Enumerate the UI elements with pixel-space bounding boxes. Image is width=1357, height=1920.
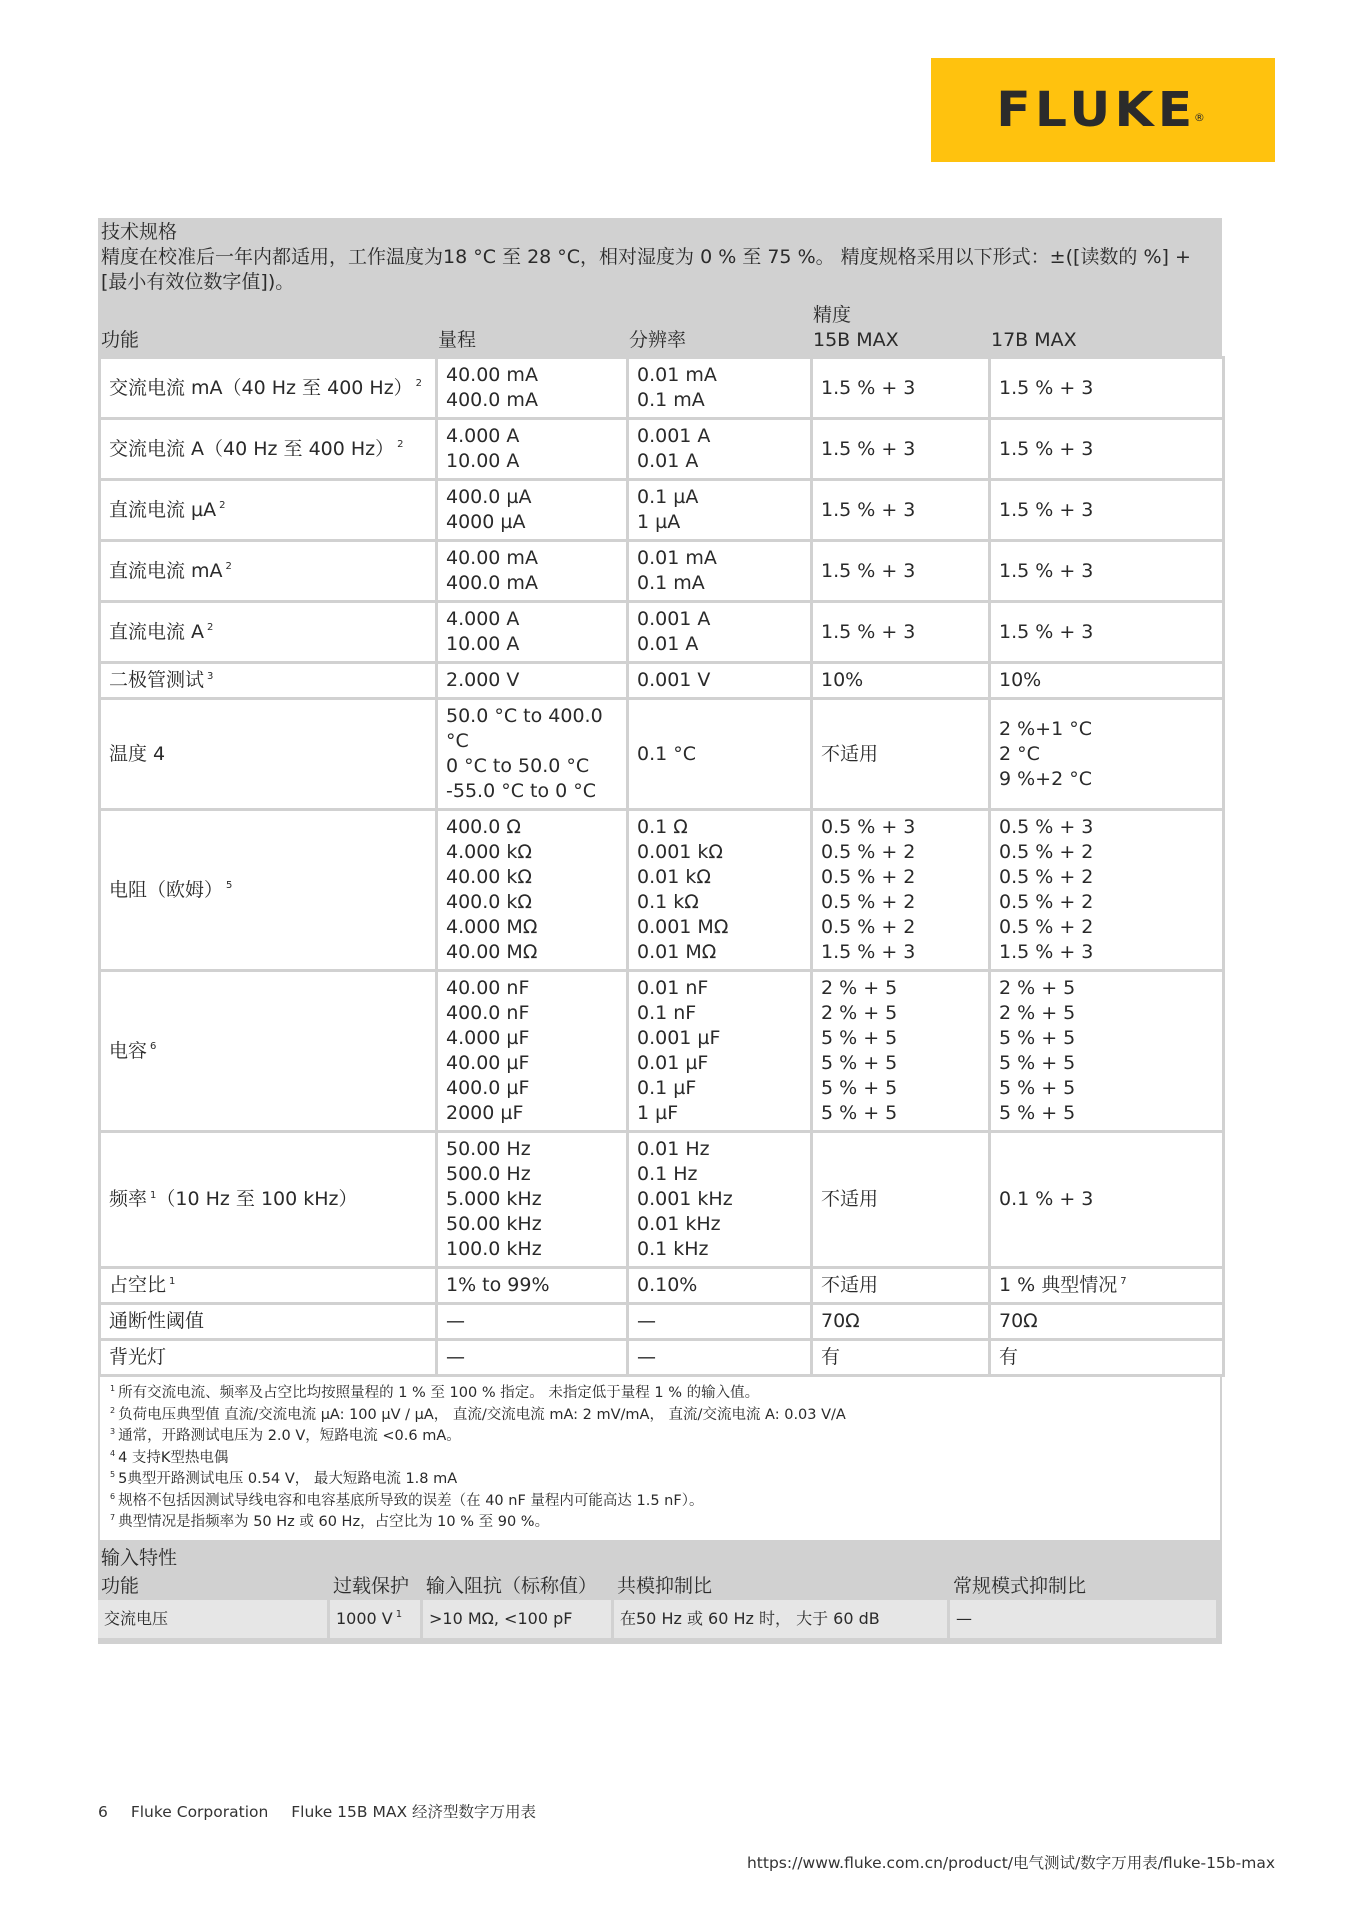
spec-accuracy-17b-cell [990,1340,1224,1376]
col-accuracy [813,303,991,353]
footnote-text: 通常，开路测试电压为 2.0 V，短路电流 <0.6 mA。 [118,1428,461,1444]
spec-accuracy-17b-cell [990,358,1224,419]
spec-accuracy-17b-value: 1.5 % + 3 [999,376,1094,399]
spec-accuracy-17b-value: 0.5 % + 3 0.5 % + 2 0.5 % + 2 0.5 % + 2 0.5 % + 2 1.5 % + 3 [999,816,1094,963]
spec-row [100,1268,1224,1304]
spec-resolution-cell: 0.001 A 0.01 A [628,419,812,480]
footnote-ref: 2 [219,500,226,512]
footnote-ref: 2 [225,561,232,573]
spec-accuracy-17b-cell [990,663,1224,699]
spec-column-headers [101,295,1219,356]
spec-accuracy-15b-cell: 0.5 % + 3 0.5 % + 2 0.5 % + 2 0.5 % + 2 0.5 % + 2 1.5 % + 3 [812,810,990,971]
footnote-number: 3 [110,1427,116,1437]
spec-resolution-cell: 0.10% [628,1268,812,1304]
spec-function-label: 二极管测试 [109,669,205,691]
spec-accuracy-17b-cell [990,480,1224,541]
spec-accuracy-17b-value: 1.5 % + 3 [999,437,1094,460]
spec-resolution-cell: 0.001 V [628,663,812,699]
spec-function-label: 交流电流 mA（40 Hz 至 400 Hz） [109,376,413,399]
spec-row [100,1340,1224,1376]
spec-accuracy-15b-cell: 1.5 % + 3 [812,541,990,602]
input-header-function: 功能 [101,1574,140,1597]
spec-function-cell [100,810,437,971]
col-resolution: 分辨率 [629,329,687,351]
spec-accuracy-17b-value: 1.5 % + 3 [999,498,1094,521]
spec-intro: 精度在校准后一年内都适用，工作温度为18 °C 至 28 °C，相对湿度为 0 % 至 75 %。 精度规格采用以下形式：±([读数的 %] + [最小有效位数字值])。 [101,246,1191,293]
spec-accuracy-15b-cell: 1.5 % + 3 [812,419,990,480]
input-header-overload: 过载保护 [333,1574,410,1597]
spec-accuracy-15b-cell: 不适用 [812,699,990,810]
spec-function-cell [100,358,437,419]
input-header-impedance: 输入阻抗（标称值） [426,1574,598,1597]
footnote-text: 典型情况是指频率为 50 Hz 或 60 Hz，占空比为 10 % 至 90 %。 [118,1514,550,1530]
spec-function-cell [100,1340,437,1376]
spec-row [100,1132,1224,1268]
spec-function-cell [100,699,437,810]
spec-accuracy-15b-cell: 70Ω [812,1304,990,1340]
spec-function-cell [100,602,437,663]
spec-range-cell: — [437,1340,628,1376]
footnote-number: 4 [110,1448,116,1458]
footnote-number: 2 [110,1405,116,1415]
spec-function-cell [100,419,437,480]
spec-row [100,541,1224,602]
input-row-impedance: >10 MΩ, <100 pF [423,1600,611,1638]
spec-accuracy-15b-cell: 有 [812,1340,990,1376]
spec-function-label: 交流电流 A（40 Hz 至 400 Hz） [109,437,395,460]
spec-accuracy-17b-cell [990,971,1224,1132]
spec-accuracy-17b-cell [990,1268,1224,1304]
page-footer [98,1800,554,1822]
footnote-ref: 6 [150,1041,157,1053]
input-row-cmrr: 在50 Hz 或 60 Hz 时， 大于 60 dB [614,1600,947,1638]
spec-resolution-cell: — [628,1340,812,1376]
spec-accuracy-17b-cell [990,699,1224,810]
spec-title: 技术规格 [101,221,178,243]
footnote-ref: 7 [1120,1275,1127,1287]
spec-range-cell: 1% to 99% [437,1268,628,1304]
spec-function-cell [100,663,437,699]
spec-row [100,358,1224,419]
footnote-ref: 1 [169,1275,176,1287]
footnote-text: 规格不包括因测试导线电容和电容基底所导致的误差（在 40 nF 量程内可能高达 1.5 nF）。 [118,1492,704,1509]
input-header-nmrr: 常规模式抑制比 [953,1574,1087,1597]
spec-sheet [98,218,1222,1644]
spec-function-cell [100,1268,437,1304]
spec-accuracy-15b-cell: 1.5 % + 3 [812,602,990,663]
spec-resolution-cell: 0.1 Ω 0.001 kΩ 0.01 kΩ 0.1 kΩ 0.001 MΩ 0.01 MΩ [628,810,812,971]
spec-function-label: 背光灯 [109,1346,167,1368]
spec-function-label: 直流电流 µA [109,498,217,521]
spec-accuracy-17b-value: 1 % 典型情况 [999,1274,1118,1296]
footnote-text: 负荷电压典型值 直流/交流电流 µA: 100 µV / µA， 直流/交流电流 mA: 2 mV/mA， 直流/交流电流 A: 0.03 V/A [118,1406,846,1423]
spec-accuracy-15b-cell: 2 % + 5 2 % + 5 5 % + 5 5 % + 5 5 % + 5 5 % + 5 [812,971,990,1132]
spec-row [100,663,1224,699]
spec-accuracy-17b-cell [990,602,1224,663]
footnotes [98,1377,1222,1542]
page-number: 6 [98,1803,108,1821]
footnote-text: 4 支持K型热电偶 [118,1449,229,1466]
spec-range-cell: 40.00 mA 400.0 mA [437,358,628,419]
spec-row [100,602,1224,663]
spec-function-cell [100,480,437,541]
spec-function-suffix: （10 Hz 至 100 kHz） [156,1188,358,1210]
spec-resolution-cell: — [628,1304,812,1340]
input-row [98,1600,1222,1644]
spec-accuracy-17b-cell [990,419,1224,480]
spec-accuracy-15b-cell: 1.5 % + 3 [812,358,990,419]
spec-resolution-cell: 0.01 nF 0.1 nF 0.001 µF 0.01 µF 0.1 µF 1 µF [628,971,812,1132]
spec-function-cell [100,971,437,1132]
spec-accuracy-15b-cell: 不适用 [812,1132,990,1268]
col-model-a: 15B MAX [813,329,899,351]
spec-range-cell: 50.00 Hz 500.0 Hz 5.000 kHz 50.00 kHz 100.0 kHz [437,1132,628,1268]
col-function: 功能 [101,329,140,351]
footnote [110,1383,1210,1405]
footnote-number: 6 [110,1491,116,1501]
spec-function-label: 通断性阈值 [109,1310,205,1332]
spec-range-cell: 40.00 mA 400.0 mA [437,541,628,602]
spec-accuracy-17b-cell [990,1132,1224,1268]
spec-accuracy-17b-cell [990,541,1224,602]
spec-resolution-cell: 0.01 mA 0.1 mA [628,358,812,419]
footnote-ref: 1 [150,1189,157,1201]
overload-note: 1 [395,1609,403,1621]
spec-accuracy-17b-value: 1.5 % + 3 [999,559,1094,582]
spec-accuracy-15b-cell: 不适用 [812,1268,990,1304]
spec-function-label: 电阻（欧姆） [109,878,224,901]
footnote [110,1448,1210,1470]
input-header-cmrr: 共模抑制比 [617,1574,713,1597]
footnote-ref: 2 [415,378,423,390]
spec-accuracy-17b-value: 0.1 % + 3 [999,1188,1094,1210]
spec-function-label: 电容 [109,1039,148,1062]
footnote-number: 5 [110,1470,116,1480]
footnote [110,1491,1210,1513]
spec-resolution-cell: 0.1 µA 1 µA [628,480,812,541]
spec-accuracy-17b-cell [990,810,1224,971]
footnote [110,1512,1210,1534]
spec-function-cell [100,541,437,602]
product-url[interactable]: https://www.fluke.com.cn/product/电气测试/数字万用表/fluke-15b-max [746,1854,1275,1872]
footnote [110,1426,1210,1448]
input-headers [101,1572,1219,1600]
spec-range-cell: 50.0 °C to 400.0 °C 0 °C to 50.0 °C -55.0 °C to 0 °C [437,699,628,810]
spec-function-label: 直流电流 mA [109,559,223,582]
input-title: 输入特性 [101,1546,178,1569]
spec-table [98,356,1225,1377]
spec-row [100,1304,1224,1340]
footer-doc-title: Fluke 15B MAX 经济型数字万用表 [291,1803,536,1821]
spec-function-label: 频率 [109,1188,148,1210]
spec-range-cell: — [437,1304,628,1340]
spec-range-cell: 400.0 µA 4000 µA [437,480,628,541]
spec-accuracy-17b-value: 有 [999,1346,1019,1368]
spec-function-label: 直流电流 A [109,620,205,643]
spec-row [100,971,1224,1132]
footnote-ref: 3 [207,670,214,682]
input-section [98,1542,1222,1600]
spec-accuracy-17b-value: 2 % + 5 2 % + 5 5 % + 5 5 % + 5 5 % + 5 5 % + 5 [999,977,1076,1124]
fluke-logo [931,58,1275,162]
spec-accuracy-17b-value: 70Ω [999,1310,1038,1332]
footnote-text: 5典型开路测试电压 0.54 V， 最大短路电流 1.8 mA [118,1471,458,1487]
footnote-ref: 2 [397,439,404,451]
spec-accuracy-17b-value: 1.5 % + 3 [999,620,1094,643]
input-row-nmrr: — [950,1600,1216,1638]
spec-accuracy-15b-cell: 1.5 % + 3 [812,480,990,541]
spec-accuracy-17b-value: 2 %+1 °C 2 °C 9 %+2 °C [999,717,1092,790]
spec-function-label: 温度 4 [109,742,166,765]
spec-range-cell: 40.00 nF 400.0 nF 4.000 µF 40.00 µF 400.0 µF 2000 µF [437,971,628,1132]
spec-accuracy-17b-value: 10% [999,669,1042,691]
footnote-number: 1 [110,1384,116,1394]
footnote [110,1469,1210,1491]
spec-range-cell: 400.0 Ω 4.000 kΩ 40.00 kΩ 400.0 kΩ 4.000 MΩ 40.00 MΩ [437,810,628,971]
col-range: 量程 [438,329,477,351]
spec-function-cell [100,1132,437,1268]
spec-resolution-cell: 0.01 Hz 0.1 Hz 0.001 kHz 0.01 kHz 0.1 kHz [628,1132,812,1268]
spec-range-cell: 4.000 A 10.00 A [437,419,628,480]
footer-company: Fluke Corporation [130,1803,269,1821]
footnote-ref: 2 [207,622,214,634]
spec-resolution-cell: 0.1 °C [628,699,812,810]
spec-function-label: 占空比 [109,1274,167,1296]
col-model-b: 17B MAX [991,329,1077,351]
spec-row [100,810,1224,971]
spec-resolution-cell: 0.01 mA 0.1 mA [628,541,812,602]
spec-range-cell: 2.000 V [437,663,628,699]
spec-resolution-cell: 0.001 A 0.01 A [628,602,812,663]
spec-function-cell [100,1304,437,1340]
footnote [110,1405,1210,1427]
spec-row [100,480,1224,541]
spec-row [100,419,1224,480]
overload-value: 1000 V [336,1608,393,1628]
registered-mark: ® [1193,110,1205,124]
footnote-ref: 5 [226,880,233,892]
footnote-text: 所有交流电流、频率及占空比均按照量程的 1 % 至 100 % 指定。 未指定低于量程 1 % 的输入值。 [118,1385,760,1401]
input-row-overload [330,1600,420,1638]
spec-accuracy-15b-cell: 10% [812,663,990,699]
spec-row [100,699,1224,810]
footnote-number: 7 [110,1513,116,1523]
col-accuracy-label: 精度 [813,304,852,326]
logo-text: FLUKE [996,82,1197,138]
spec-header [98,218,1222,356]
input-row-function: 交流电压 [98,1600,327,1638]
spec-range-cell: 4.000 A 10.00 A [437,602,628,663]
spec-accuracy-17b-cell [990,1304,1224,1340]
